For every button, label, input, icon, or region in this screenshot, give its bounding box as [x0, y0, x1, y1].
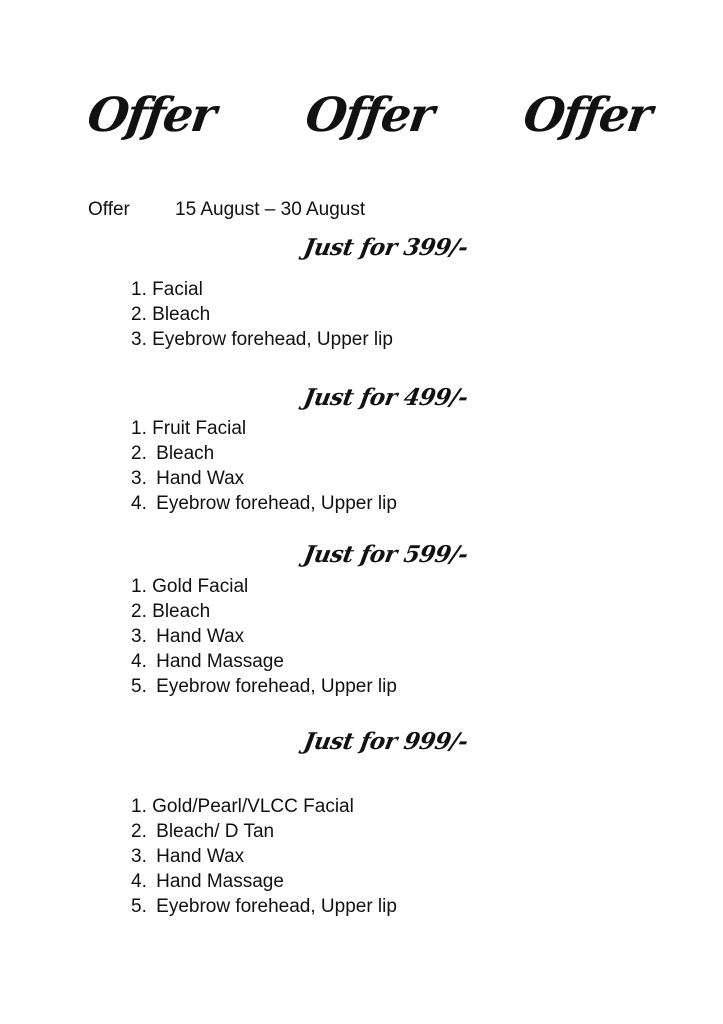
- item-number: 4.: [131, 651, 147, 672]
- list-item: [131, 795, 354, 819]
- item-text: Fruit Facial: [152, 418, 247, 439]
- item-text: Eyebrow forehead, Upper lip: [152, 329, 393, 350]
- header-offer-word-2: Offer: [302, 88, 436, 143]
- item-number: 1.: [131, 418, 147, 439]
- item-text: Bleach: [152, 304, 211, 325]
- list-item: [131, 625, 244, 649]
- list-item: [131, 845, 244, 869]
- list-item: [131, 303, 210, 327]
- package-price: Just for 599/-: [301, 541, 470, 568]
- list-item: [131, 442, 214, 466]
- item-number: 5.: [131, 676, 147, 697]
- package-price: Just for 499/-: [301, 384, 470, 411]
- item-text: Hand Wax: [156, 468, 245, 489]
- item-text: Hand Massage: [156, 651, 284, 672]
- item-text: Hand Massage: [156, 871, 284, 892]
- offer-label: Offer: [88, 199, 130, 220]
- item-text: Bleach: [152, 601, 211, 622]
- item-number: 4.: [131, 871, 147, 892]
- item-number: 2.: [131, 304, 147, 325]
- header-offer-word-1: Offer: [84, 88, 218, 143]
- offer-dates: 15 August – 30 August: [175, 199, 366, 220]
- item-number: 1.: [131, 576, 147, 597]
- package-price: Just for 399/-: [301, 234, 470, 261]
- list-item: [131, 870, 284, 894]
- item-text: Eyebrow forehead, Upper lip: [156, 896, 397, 917]
- item-text: Bleach: [156, 443, 215, 464]
- item-number: 5.: [131, 896, 147, 917]
- item-number: 1.: [131, 279, 147, 300]
- list-item: [131, 820, 274, 844]
- list-item: [131, 328, 393, 352]
- item-number: 3.: [131, 468, 147, 489]
- item-text: Eyebrow forehead, Upper lip: [156, 493, 397, 514]
- item-number: 4.: [131, 493, 147, 514]
- item-number: 1.: [131, 796, 147, 817]
- header-offer-word-3: Offer: [520, 88, 654, 143]
- item-text: Bleach/ D Tan: [156, 821, 275, 842]
- item-number: 3.: [131, 329, 147, 350]
- list-item: [131, 650, 284, 674]
- package-price: Just for 999/-: [301, 728, 470, 755]
- item-text: Hand Wax: [156, 626, 245, 647]
- item-text: Eyebrow forehead, Upper lip: [156, 676, 397, 697]
- list-item: [131, 675, 397, 699]
- list-item: [131, 278, 203, 302]
- item-text: Hand Wax: [156, 846, 245, 867]
- item-number: 3.: [131, 626, 147, 647]
- list-item: [131, 417, 246, 441]
- item-text: Gold Facial: [152, 576, 249, 597]
- item-text: Gold/Pearl/VLCC Facial: [152, 796, 354, 817]
- list-item: [131, 600, 210, 624]
- item-number: 2.: [131, 821, 147, 842]
- list-item: [131, 492, 397, 516]
- item-number: 2.: [131, 601, 147, 622]
- list-item: [131, 467, 244, 491]
- item-number: 2.: [131, 443, 147, 464]
- item-number: 3.: [131, 846, 147, 867]
- list-item: [131, 895, 397, 919]
- item-text: Facial: [152, 279, 203, 300]
- list-item: [131, 575, 248, 599]
